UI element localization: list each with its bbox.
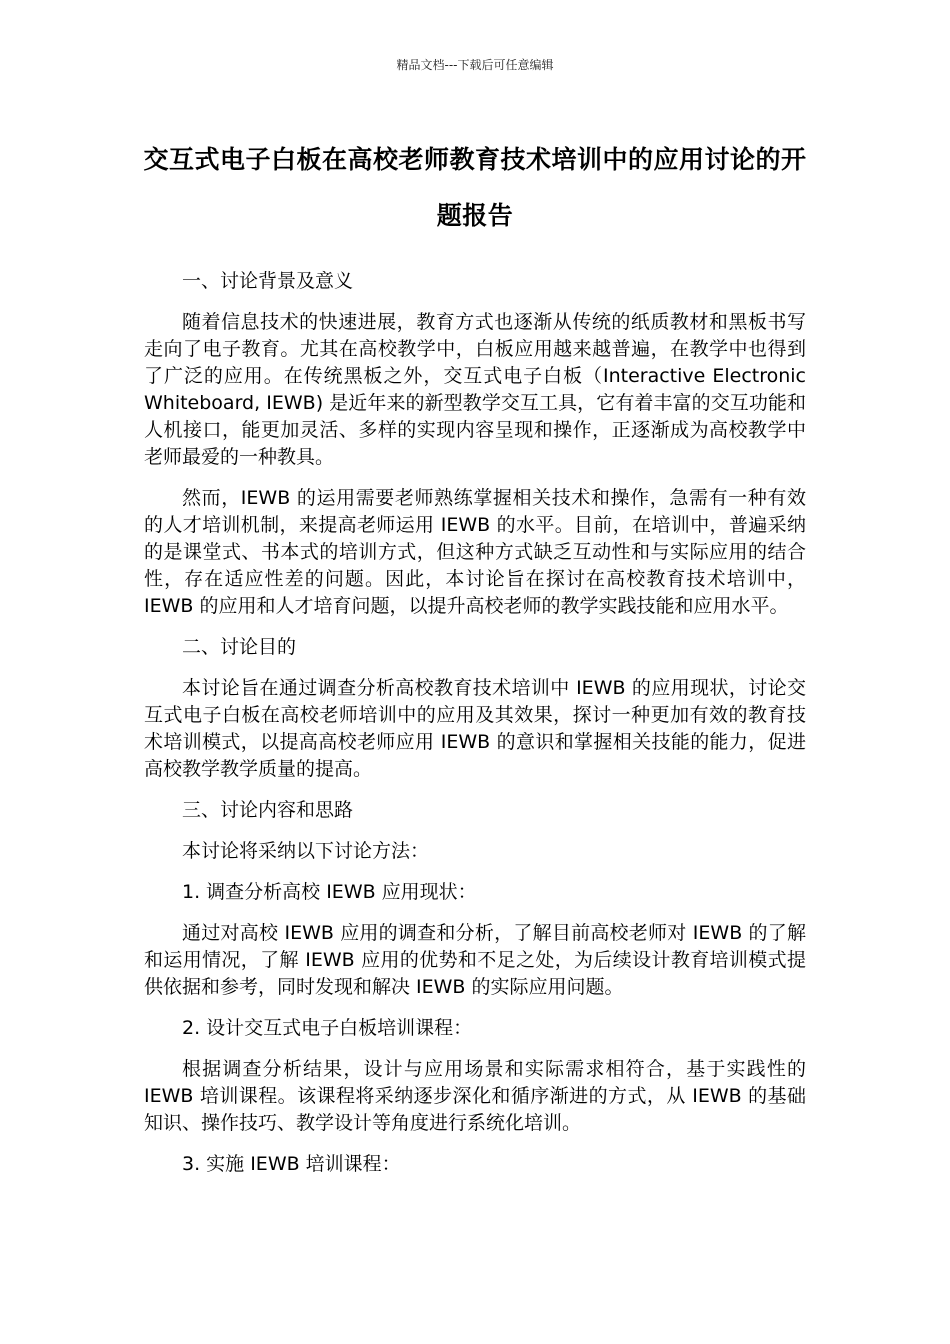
paragraph-method-1: 通过对高校 IEWB 应用的调查和分析，了解目前高校老师对 IEWB 的了解和运用情况，了解 IEWB 应用的优势和不足之处，为后续设计教育培训模式提供依据和参考，同时发现和解决 IEWB 的实际应用问题。 — [144, 922, 806, 998]
paragraph-background-1: 随着信息技术的快速进展，教育方式也逐渐从传统的纸质教材和黑板书写走向了电子教育。尤其在高校教学中，白板应用越来越普遍，在教学中也得到了广泛的应用。在传统黑板之外，交互式电子白板（Interactive Electronic Whiteboard, IEWB) 是近年来的新型教学交互工具，它有着丰富的交互功能和人机接口，能更加灵活、多样的实现内容呈现和操作，正逐渐成为高校教学中老师最爱的一种教具。 — [144, 311, 806, 468]
section-heading-background: 一、讨论背景及意义 — [182, 270, 354, 292]
list-item-heading-1: 1. 调查分析高校 IEWB 应用现状： — [182, 881, 477, 903]
section-heading-content: 三、讨论内容和思路 — [182, 799, 354, 821]
paragraph-purpose: 本讨论旨在通过调查分析高校教育技术培训中 IEWB 的应用现状，讨论交互式电子白板在高校老师培训中的应用及其效果，探讨一种更加有效的教育技术培训模式，以提高高校老师应用 IEWB 的意识和掌握相关技能的能力，促进高校教学教学质量的提高。 — [144, 677, 806, 780]
paragraph-background-2: 然而，IEWB 的运用需要老师熟练掌握相关技术和操作，急需有一种有效的人才培训机制，来提高老师运用 IEWB 的水平。目前，在培训中，普遍采纳的是课堂式、书本式的培训方式，但这种方式缺乏互动性和与实际应用的结合性，存在适应性差的问题。因此，本讨论旨在探讨在高校教育技术培训中，IEWB 的应用和人才培育问题，以提升高校老师的教学实践技能和应用水平。 — [144, 487, 806, 617]
paragraph-method-2: 根据调查分析结果，设计与应用场景和实际需求相符合，基于实践性的 IEWB 培训课程。该课程将采纳逐步深化和循序渐进的方式，从 IEWB 的基础知识、操作技巧、教学设计等角度进行系统化培训。 — [144, 1058, 806, 1134]
list-item-heading-2: 2. 设计交互式电子白板培训课程： — [182, 1017, 473, 1039]
list-item-heading-3: 3. 实施 IEWB 培训课程： — [182, 1153, 401, 1175]
paragraph-methods-intro: 本讨论将采纳以下讨论方法： — [182, 840, 430, 862]
document-title: 交互式电子白板在高校老师教育技术培训中的应用讨论的开题报告 — [143, 145, 807, 230]
document-body — [144, 268, 806, 1192]
section-heading-purpose: 二、讨论目的 — [182, 636, 297, 658]
page-watermark-header: 精品文档---下载后可任意编辑 — [396, 58, 554, 72]
